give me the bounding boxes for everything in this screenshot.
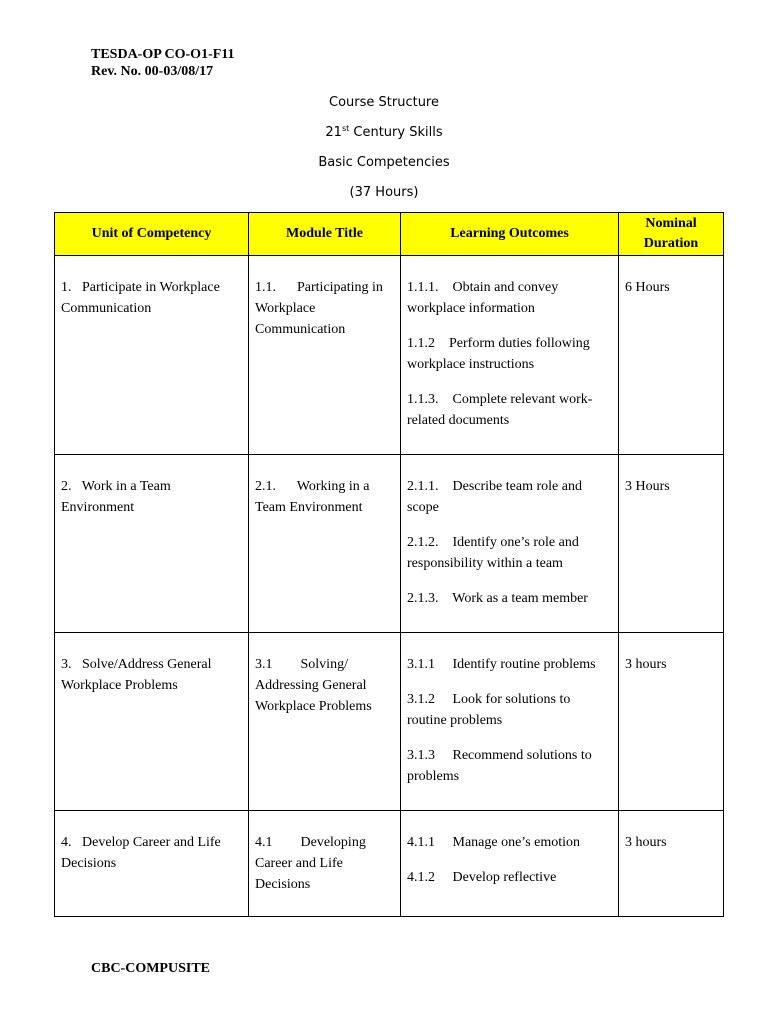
outcome-text: Complete relevant work-related documents bbox=[407, 392, 593, 428]
course-structure-table bbox=[54, 212, 724, 917]
form-code: TESDA-OP CO-O1-F11 bbox=[91, 47, 235, 62]
module-title: Working in a Team Environment bbox=[255, 479, 370, 515]
outcome-text: Perform duties following workplace instructions bbox=[407, 336, 590, 372]
document-header bbox=[91, 46, 235, 80]
table-header-row bbox=[55, 213, 724, 256]
title-number: 21 bbox=[325, 125, 342, 140]
module-number: 3.1 bbox=[255, 657, 273, 672]
module-title: Solving/ Addressing General Workplace Problems bbox=[255, 657, 372, 714]
learning-outcome bbox=[407, 277, 612, 319]
column-header: Module Title bbox=[249, 213, 401, 256]
module-cell bbox=[249, 633, 401, 811]
unit-title: Work in a Team Environment bbox=[61, 479, 171, 515]
outcome-text: Recommend solutions to problems bbox=[407, 748, 592, 784]
unit-title: Solve/Address General Workplace Problems bbox=[61, 657, 212, 693]
module-number: 1.1. bbox=[255, 280, 276, 295]
revision-number: Rev. No. 00-03/08/17 bbox=[91, 64, 214, 79]
learning-outcome bbox=[407, 389, 612, 431]
unit-number: 3. bbox=[61, 657, 72, 672]
table-row bbox=[55, 455, 724, 633]
learning-outcome bbox=[407, 867, 612, 888]
outcome-text: Develop reflective bbox=[452, 870, 557, 885]
column-header: Nominal Duration bbox=[619, 213, 724, 256]
column-header: Learning Outcomes bbox=[401, 213, 619, 256]
outcomes-cell bbox=[401, 256, 619, 455]
outcome-number: 3.1.3 bbox=[407, 748, 435, 763]
outcome-number: 1.1.1. bbox=[407, 280, 439, 295]
duration-cell: 3 Hours bbox=[619, 455, 724, 633]
table-row bbox=[55, 811, 724, 917]
module-number: 4.1 bbox=[255, 835, 273, 850]
outcomes-cell bbox=[401, 455, 619, 633]
title-century-skills bbox=[0, 122, 768, 152]
table-row bbox=[55, 633, 724, 811]
unit-title: Develop Career and Life Decisions bbox=[61, 835, 221, 871]
title-superscript: st bbox=[341, 124, 350, 133]
column-header: Unit of Competency bbox=[55, 213, 249, 256]
outcome-number: 2.1.1. bbox=[407, 479, 439, 494]
document-titles bbox=[0, 92, 768, 212]
outcome-number: 4.1.2 bbox=[407, 870, 435, 885]
outcome-text: Obtain and convey workplace information bbox=[407, 280, 559, 316]
unit-number: 1. bbox=[61, 280, 72, 295]
outcomes-cell bbox=[401, 633, 619, 811]
outcome-text: Work as a team member bbox=[452, 591, 588, 606]
learning-outcome bbox=[407, 476, 612, 518]
table-row bbox=[55, 256, 724, 455]
duration-cell: 3 hours bbox=[619, 811, 724, 917]
footer-label: CBC-COMPUSITE bbox=[91, 961, 211, 976]
unit-number: 2. bbox=[61, 479, 72, 494]
learning-outcome bbox=[407, 832, 612, 853]
learning-outcome bbox=[407, 588, 612, 609]
outcome-number: 2.1.3. bbox=[407, 591, 439, 606]
module-cell bbox=[249, 256, 401, 455]
title-basic-competencies: Basic Competencies bbox=[318, 155, 450, 170]
outcome-text: Describe team role and scope bbox=[407, 479, 582, 515]
duration-cell: 6 Hours bbox=[619, 256, 724, 455]
outcome-text: Identify one’s role and responsibility within a team bbox=[407, 535, 579, 571]
unit-cell bbox=[55, 633, 249, 811]
module-cell bbox=[249, 811, 401, 917]
learning-outcome bbox=[407, 333, 612, 375]
outcome-number: 3.1.2 bbox=[407, 692, 435, 707]
module-title: Participating in Workplace Communication bbox=[255, 280, 383, 337]
unit-cell bbox=[55, 811, 249, 917]
learning-outcome bbox=[407, 689, 612, 731]
outcome-number: 3.1.1 bbox=[407, 657, 435, 672]
duration-cell: 3 hours bbox=[619, 633, 724, 811]
title-rest: Century Skills bbox=[349, 125, 443, 140]
outcome-text: Manage one’s emotion bbox=[452, 835, 581, 850]
outcome-number: 1.1.2 bbox=[407, 336, 435, 351]
unit-title: Participate in Workplace Communication bbox=[61, 280, 220, 316]
outcome-number: 2.1.2. bbox=[407, 535, 439, 550]
learning-outcome bbox=[407, 532, 612, 574]
module-number: 2.1. bbox=[255, 479, 276, 494]
module-cell bbox=[249, 455, 401, 633]
outcome-text: Look for solutions to routine problems bbox=[407, 692, 571, 728]
unit-cell bbox=[55, 455, 249, 633]
unit-cell bbox=[55, 256, 249, 455]
module-title: Developing Career and Life Decisions bbox=[255, 835, 366, 892]
outcome-number: 4.1.1 bbox=[407, 835, 435, 850]
outcome-text: Identify routine problems bbox=[452, 657, 596, 672]
learning-outcome bbox=[407, 654, 612, 675]
title-hours: (37 Hours) bbox=[349, 185, 419, 200]
unit-number: 4. bbox=[61, 835, 72, 850]
outcomes-cell bbox=[401, 811, 619, 917]
learning-outcome bbox=[407, 745, 612, 787]
outcome-number: 1.1.3. bbox=[407, 392, 439, 407]
title-course-structure: Course Structure bbox=[329, 95, 439, 110]
